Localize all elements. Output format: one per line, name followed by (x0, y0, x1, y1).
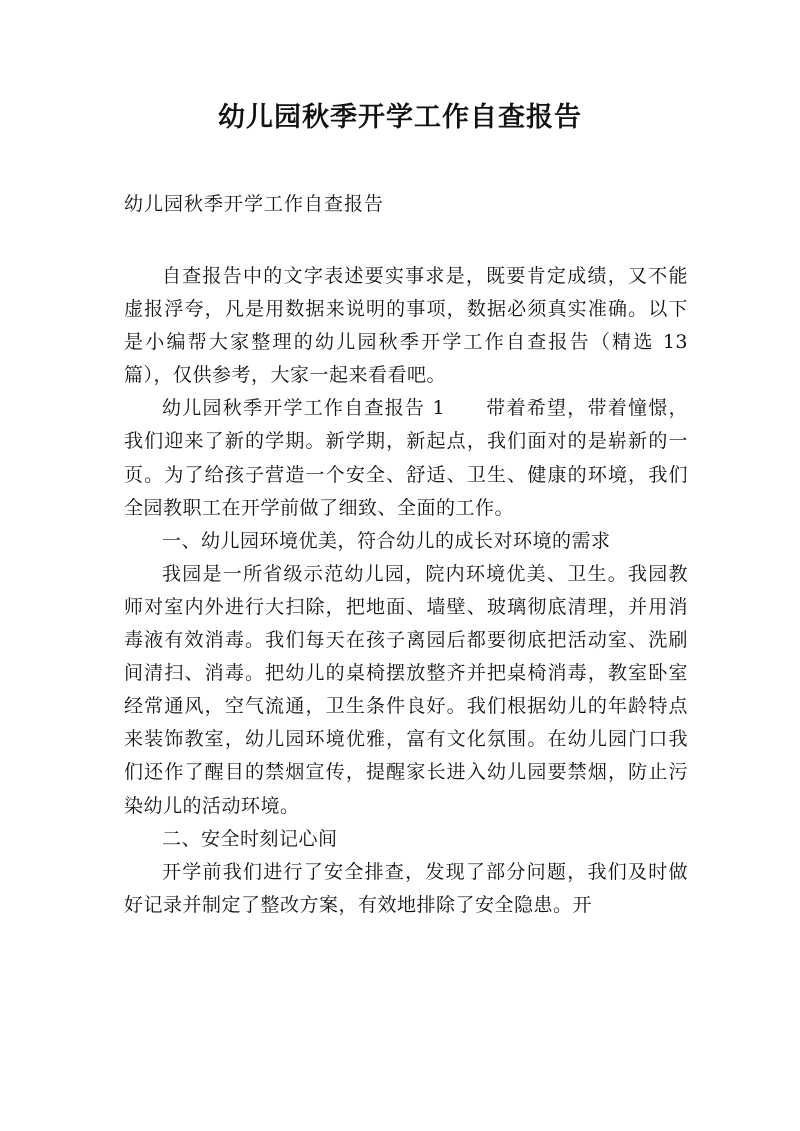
section-heading-environment: 一、幼儿园环境优美，符合幼儿的成长对环境的需求 (162, 529, 611, 552)
paragraph-report-1: 幼儿园秋季开学工作自查报告 1 带着希望，带着憧憬，我们迎来了新的学期。新学期，新起点，我们面对的是崭新的一页。为了给孩子营造一个安全、舒适、卫生、健康的环境，我们全园教职工在开学前做了细致、全面的工作。 (124, 397, 688, 519)
paragraph-environment: 我园是一所省级示范幼儿园，院内环境优美、卫生。我园教师对室内外进行大扫除，把地面、墙壁、玻璃彻底清理，并用消毒液有效消毒。我们每天在孩子离园后都要彻底把活动室、洗刷间清扫、消毒。把幼儿的桌椅摆放整齐并把桌椅消毒，教室卧室经常通风，空气流通，卫生条件良好。我们根据幼儿的年龄特点来装饰教室，幼儿园环境优雅，富有文化氛围。在幼儿园门口我们还作了醒目的禁烟宣传，提醒家长进入幼儿园要禁烟，防止污染幼儿的活动环境。 (124, 562, 688, 817)
document-subtitle: 幼儿园秋季开学工作自查报告 (124, 193, 385, 215)
paragraph-safety: 开学前我们进行了安全排查，发现了部分问题，我们及时做好记录并制定了整改方案，有效地排除了安全隐患。开 (124, 860, 688, 916)
document-title: 幼儿园秋季开学工作自查报告 (218, 102, 582, 133)
paragraph-intro: 自查报告中的文字表述要实事求是，既要肯定成绩，又不能虚报浮夸，凡是用数据来说明的事项，数据必须真实准确。以下是小编帮大家整理的幼儿园秋季开学工作自查报告（精选 13 篇），仅供参考，大家一起来看看吧。 (124, 265, 688, 387)
section-heading-safety: 二、安全时刻记心间 (162, 827, 338, 850)
document-body (124, 260, 688, 922)
